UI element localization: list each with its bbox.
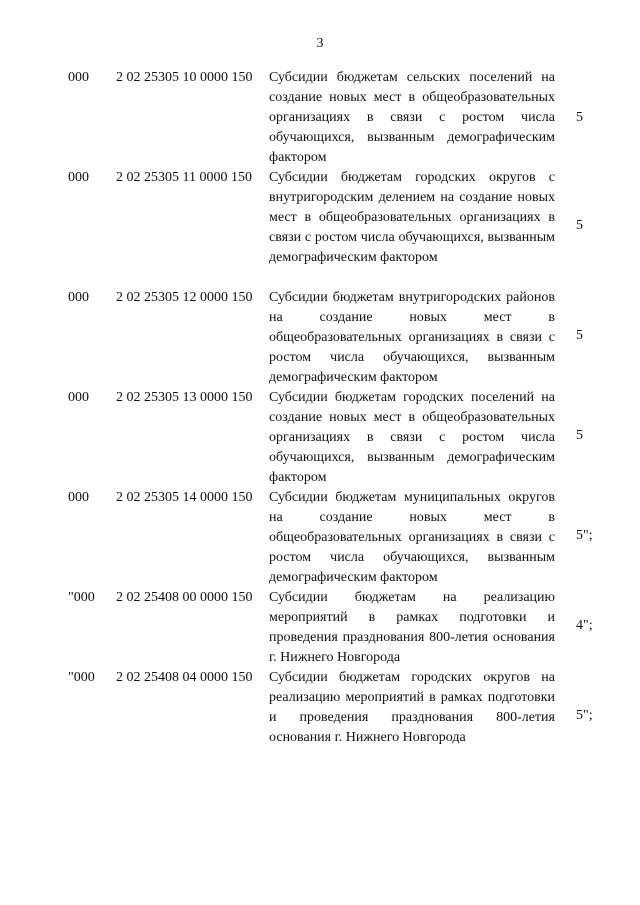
row-code-admin: 000 <box>68 390 89 405</box>
row-code-income: 2 02 25408 00 0000 150 <box>116 590 253 605</box>
row-description: Субсидии бюджетам городских округов на реализацию мероприятий в рамках подготовки и проведения празднования 800-летия основания г. Нижнего Новгорода <box>269 670 555 745</box>
row-value: 5 <box>576 428 583 443</box>
row-code-income: 2 02 25305 10 0000 150 <box>116 70 253 85</box>
row-value: 5"; <box>576 528 593 543</box>
row-code-admin: "000 <box>68 670 95 685</box>
row-code-income: 2 02 25305 14 0000 150 <box>116 490 253 505</box>
row-description: Субсидии бюджетам городских поселений на создание новых мест в общеобразовательных организациях в связи с ростом числа обучающихся, вызванным демографическим фактором <box>269 390 555 485</box>
page-number: 3 <box>316 36 324 51</box>
row-description: Субсидии бюджетам муниципальных округов на создание новых мест в общеобразовательных организациях в связи с ростом числа обучающихся, вызванным демографическим фактором <box>269 490 555 585</box>
row-code-admin: 000 <box>68 290 89 305</box>
row-description: Субсидии бюджетам на реализацию мероприятий в рамках подготовки и проведения празднования 800-летия основания г. Нижнего Новгорода <box>269 590 555 665</box>
row-value: 4"; <box>576 618 593 633</box>
row-value: 5 <box>576 110 583 125</box>
row-code-income: 2 02 25305 11 0000 150 <box>116 170 252 185</box>
row-code-income: 2 02 25305 12 0000 150 <box>116 290 253 305</box>
row-code-admin: 000 <box>68 490 89 505</box>
row-value: 5"; <box>576 708 593 723</box>
row-value: 5 <box>576 328 583 343</box>
row-value: 5 <box>576 218 583 233</box>
row-description: Субсидии бюджетам сельских поселений на создание новых мест в общеобразовательных организациях в связи с ростом числа обучающихся, вызванным демографическим фактором <box>269 70 555 165</box>
row-code-admin: "000 <box>68 590 95 605</box>
row-code-admin: 000 <box>68 170 89 185</box>
row-code-admin: 000 <box>68 70 89 85</box>
row-code-income: 2 02 25408 04 0000 150 <box>116 670 253 685</box>
row-code-income: 2 02 25305 13 0000 150 <box>116 390 253 405</box>
row-description: Субсидии бюджетам городских округов с внутригородским делением на создание новых мест в общеобразовательных организациях в связи с ростом числа обучающихся, вызванным демографическим фактором <box>269 170 555 265</box>
row-description: Субсидии бюджетам внутригородских районов на создание новых мест в общеобразовательных организациях в связи с ростом числа обучающихся, вызванным демографическим фактором <box>269 290 555 385</box>
